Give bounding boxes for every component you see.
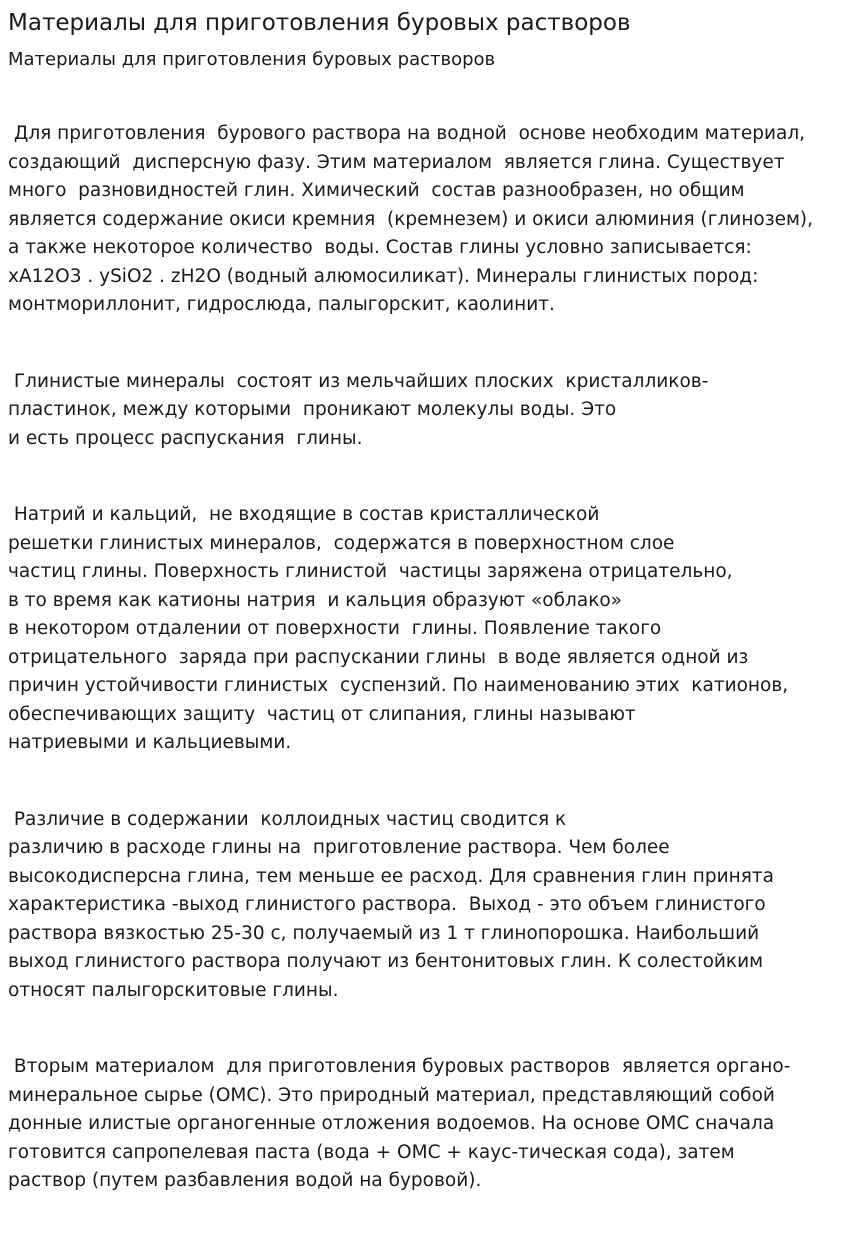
paragraph-colloid-particles [8,806,839,1006]
paragraph-line: хА12O3 . уSiO2 . zH2O (водный алюмосиликат). Минералы глинистых пород: [8,265,759,287]
paragraph-line: раствора вязкостью 25-30 с, получаемый из 1 т глинопорошка. Наибольший [8,922,760,944]
paragraph-line: готовится сапропелевая паста (вода + ОМС + каус-тическая сода), затем [8,1141,735,1163]
paragraph-line: Натрий и кальций, не входящие в состав кристаллической [8,504,600,525]
paragraph-line: минеральное сырье (ОМС). Это природный материал, представляющий собой [8,1084,775,1106]
paragraph-line: монтмориллонит, гидрослюда, палыгорскит, каолинит. [8,294,555,315]
page-subtitle: Материалы для приготовления буровых растворов [8,49,496,70]
paragraph-line: обеспечивающих защиту частиц от слипания, глины называют [8,703,636,725]
paragraph-line: Для приготовления бурового раствора на водной основе необходим материал, [8,123,806,144]
paragraph-line: натриевыми и кальциевыми. [8,732,292,753]
paragraph-line: раствор (путем разбавления водой на буровой). [8,1170,482,1191]
page-title: Материалы для приготовления буровых растворов [8,10,631,36]
paragraph-line: в то время как катионы натрия и кальция образуют «облако» [8,589,623,611]
paragraph-line: высокодисперсна глина, тем меньше ее расход. Для сравнения глин принята [8,865,774,887]
paragraph-line: в некотором отдалении от поверхности глины. Появление такого [8,618,662,639]
paragraph-line: выход глинистого раствора получают из бентонитовых глин. К солестойким [8,951,764,972]
paragraph-line: является содержание окиси кремния (кремнезем) и окиси алюминия (глинозем), [8,208,814,230]
paragraph-clay-composition [8,120,839,320]
paragraph-line: Различие в содержании коллоидных частиц сводится к [8,808,567,830]
paragraph-line: Глинистые минералы состоят из мельчайших плоских кристалликов- [8,370,709,392]
paragraph-line: много разновидностей глин. Химический состав разнообразен, но общим [8,180,745,201]
paragraph-line: создающий дисперсную фазу. Этим материалом является глина. Существует [8,151,785,173]
paragraph-line: причин устойчивости глинистых суспензий. По наименованию этих катионов, [8,675,789,696]
paragraph-line: отрицательного заряда при распускании глины в воде является одной из [8,646,749,668]
paragraph-sodium-calcium [8,501,839,758]
paragraph-line: пластинок, между которыми проникают молекулы воды. Это [8,399,617,420]
paragraph-line: различию в расходе глины на приготовление раствора. Чем более [8,837,670,858]
paragraph-line: решетки глинистых минералов, содержатся в поверхностном слое [8,532,675,554]
paragraph-line: относят палыгорскитовые глины. [8,979,339,1001]
paragraph-organo-mineral [8,1053,839,1196]
paragraph-line: характеристика -выход глинистого раствора. Выход - это объем глинистого [8,894,766,915]
paragraph-line: а также некоторое количество воды. Состав глины условно записывается: [8,237,752,258]
paragraph-line: донные илистые органогенные отложения водоемов. На основе ОМС сначала [8,1113,775,1134]
paragraph-line: частиц глины. Поверхность глинистой частицы заряжена отрицательно, [8,561,733,582]
paragraph-line: Вторым материалом для приготовления буровых растворов является органо- [8,1056,791,1077]
paragraph-clay-minerals [8,368,839,454]
paragraph-line: и есть процесс распускания глины. [8,427,363,449]
